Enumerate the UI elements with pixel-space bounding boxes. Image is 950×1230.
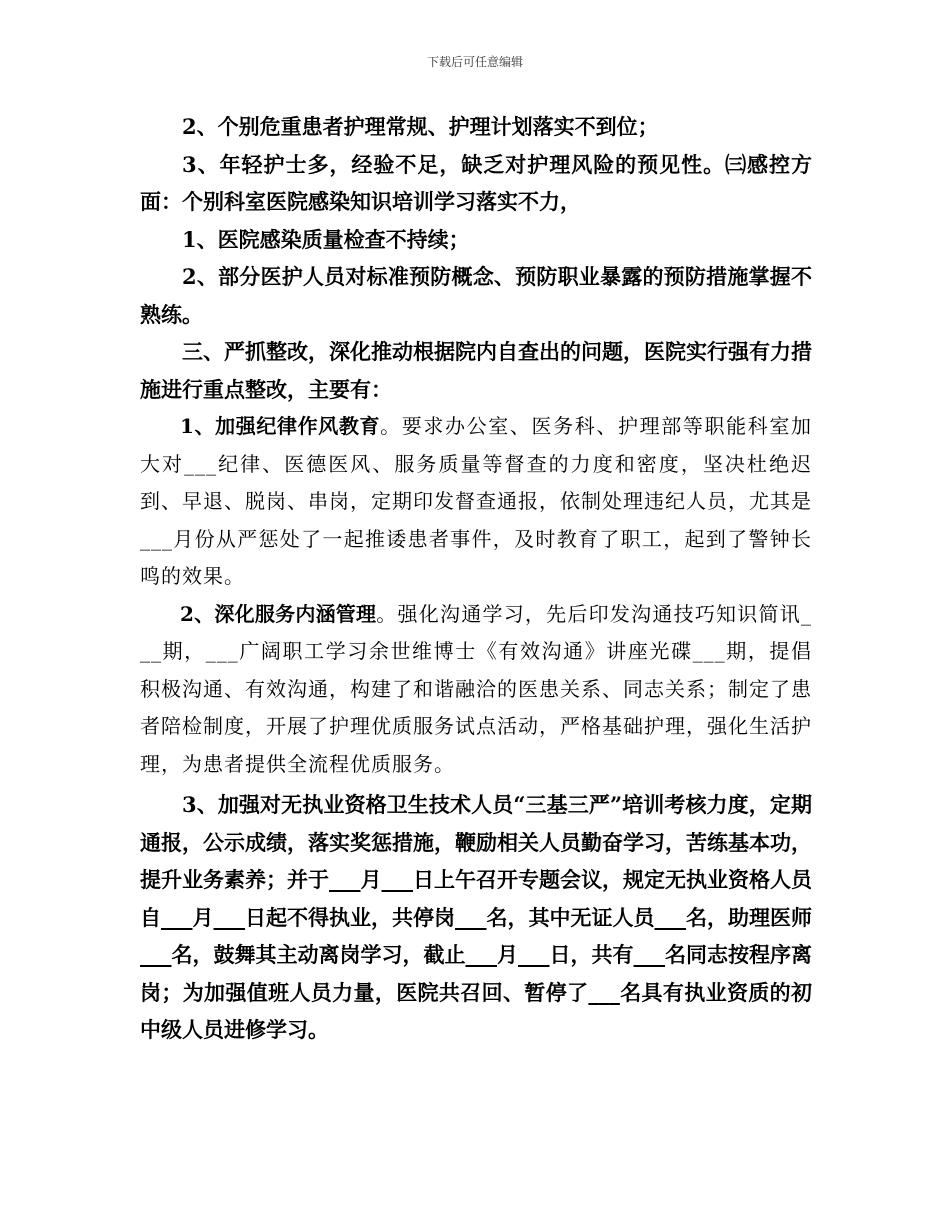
paragraph-text: 。要求办公室、医务科、护理部等职能科室加大对___纪律、医德医风、服务质量等督查的力度和密度，坚决杜绝迟到、早退、脱岗、串岗，定期印发督查通报，依制处理违纪人员，尤其是___月份从严惩处了一起推诿患者事件，及时教育了职工，起到了警钟长鸣的效果。 xyxy=(140,414,813,588)
paragraph-lead: 2、深化服务内涵管理 xyxy=(180,601,377,626)
paragraph-infection-item-2: 2、部分医护人员对标准预防概念、预防职业暴露的预防措施掌握不熟练。 xyxy=(140,264,812,327)
page-header: 下载后可任意编辑 xyxy=(426,55,523,69)
paragraph-discipline-education xyxy=(140,408,812,596)
paragraph-nursing-item-3: 3、年轻护士多，经验不足，缺乏对护理风险的预见性。㈢感控方面：个别科室医院感染知识培训学习落实不力， xyxy=(140,151,812,214)
paragraph-lead: 1、加强纪律作风教育 xyxy=(180,414,381,438)
paragraph-infection-item-1: 1、医院感染质量检查不持续； xyxy=(182,226,470,252)
paragraph-service-management xyxy=(140,596,812,784)
paragraph-qualification-training: 3、加强对无执业资格卫生技术人员“三基三严”培训考核力度，定期通报，公示成绩，落实奖惩措施，鞭励相关人员勤奋学习，苦练基本功，提升业务素养；并于___月___日上午召开专题会议，规定无执业资格人员自___月___日起不得执业，共停岗___名，其中无证人员___名，助理医师___名，鼓舞其主动离岗学习，截止___月___日，共有___名同志按程序离岗；为加强值班人员力量，医院共召回、暂停了___名具有执业资质的初中级人员进修学习。 xyxy=(140,792,812,1042)
paragraph-nursing-item-2: 2、个别危重患者护理常规、护理计划落实不到位； xyxy=(182,114,659,139)
paragraph-section-three: 三、严抓整改，深化推动根据院内自查出的问题，医院实行强有力措施进行重点整改，主要有： xyxy=(140,339,812,402)
paragraph-text: 。强化沟通学习，先后印发沟通技巧知识简讯___期，___广阔职工学习余世维博士《有效沟通》讲座光碟___期，提倡积极沟通、有效沟通，构建了和谐融洽的医患关系、同志关系；制定了患者陪检制度，开展了护理优质服务试点活动，严格基础护理，强化生活护理，为患者提供全流程优质服务。 xyxy=(140,601,812,776)
document-body xyxy=(140,108,812,1049)
